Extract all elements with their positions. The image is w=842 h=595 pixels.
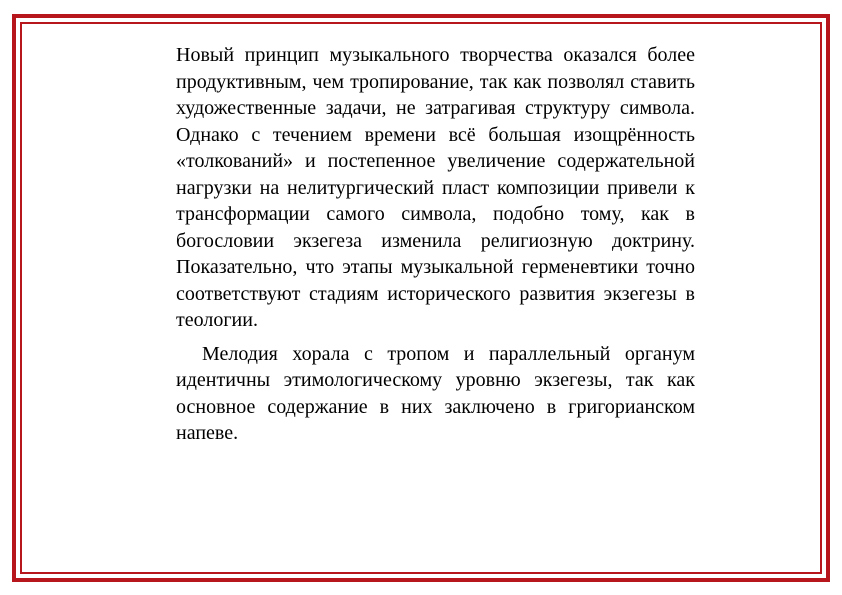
paragraph-1: Новый принцип музыкального творчества оказался более продуктивным, чем тропирование, так как позволял ставить художественные задачи, не затрагивая структуру символа. Однако с течением времени всё большая изощрённость «толкований» и постепенное увеличение содержательной нагрузки на нелитургический пласт композиции привели к трансформации самого символа, подобно тому, как в богословии экзегеза изменила религиозную доктрину. Показательно, что этапы музыкальной герменевтики точно соответствуют стадиям исторического развития экзегезы в теологии. [176,44,695,331]
body-text [176,42,695,447]
paragraph-2: Мелодия хорала с тропом и параллельный органум идентичны этимологическому уровню экзегезы, так как основное содержание в них заключено в григорианском напеве. [176,342,695,444]
